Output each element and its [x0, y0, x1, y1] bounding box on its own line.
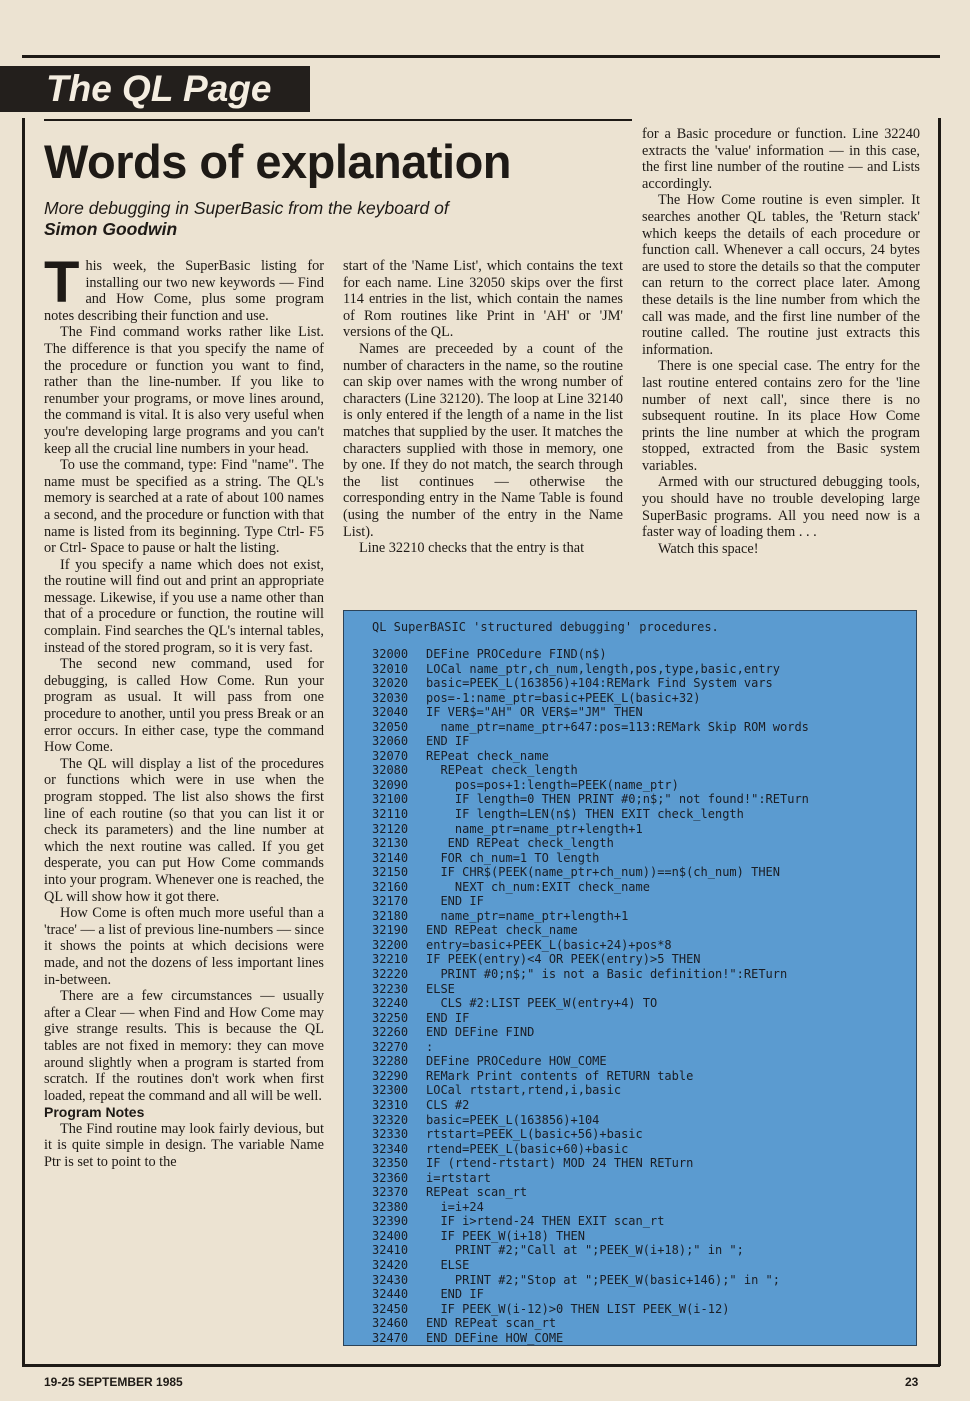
line-number: 32250 [372, 1010, 409, 1025]
code-text: IF PEEK(entry)<4 OR PEEK(entry)>5 THEN [426, 952, 701, 967]
drop-cap: T [44, 250, 80, 315]
paragraph: for a Basic procedure or function. Line 32240 extracts the 'value' information — in this case, the first line number of the routine — and Lists accordingly. [642, 126, 920, 192]
code-text: REPeat scan_rt [426, 1185, 528, 1200]
code-line [372, 1025, 809, 1040]
line-number: 32160 [372, 879, 409, 894]
code-line [372, 1273, 809, 1288]
code-text: IF CHR$(PEEK(name_ptr+ch_num))==n$(ch_num) THEN [426, 865, 781, 880]
code-text: END REPeat check_name [426, 923, 578, 938]
paragraph: This week, the SuperBasic listing for installing our two new keywords — Find and How Come, plus some program notes describing their function and use. [44, 250, 324, 324]
line-number: 32140 [372, 850, 409, 865]
section-banner [0, 66, 310, 112]
line-number: 32400 [372, 1228, 409, 1243]
code-line [372, 1040, 809, 1055]
code-text: ELSE [426, 1257, 470, 1272]
line-number: 32300 [372, 1083, 409, 1098]
code-text: IF length=0 THEN PRINT #0;n$;" not found!":RETurn [426, 792, 809, 807]
article-headline: Words of explanation [44, 135, 511, 188]
line-number: 32050 [372, 719, 409, 734]
line-number: 32440 [372, 1287, 409, 1302]
line-number: 32040 [372, 705, 409, 720]
code-line [372, 734, 809, 749]
line-number: 32170 [372, 894, 409, 909]
paragraph: The How Come routine is even simpler. It searches another QL tables, the 'Return stack' which keeps the details of each procedure or function call. Whenever a call occurs, 24 bytes are used to store the details so that the computer can return to the correct place later. Among these details is the line number from which the call was made, and the first line number of the routine called. The routine just extracts this information. [642, 192, 920, 358]
code-text: PRINT #0;n$;" is not a Basic definition!":RETurn [426, 967, 788, 982]
code-line [372, 851, 809, 866]
code-text: PRINT #2;"Call at ";PEEK_W(i+18);" in "; [426, 1243, 744, 1258]
code-text: FOR ch_num=1 TO length [426, 850, 600, 865]
code-line [372, 1243, 809, 1258]
line-number: 32290 [372, 1068, 409, 1083]
code-text: DEFine PROCedure HOW_COME [426, 1054, 607, 1069]
line-number: 32090 [372, 777, 409, 792]
line-number: 32270 [372, 1039, 409, 1054]
line-number: 32470 [372, 1330, 409, 1345]
code-line [372, 836, 809, 851]
code-line [372, 996, 809, 1011]
top-rule [22, 55, 940, 58]
section-banner-title: The QL Page [46, 68, 272, 109]
paragraph: start of the 'Name List', which contains the text for each name. Line 32050 skips over the first 114 entries in the list, which contain the names of Rom routines like Print in 'AH' or 'JM' versions of the QL. [343, 258, 623, 341]
code-text: entry=basic+PEEK_L(basic+24)+pos*8 [426, 937, 672, 952]
line-number: 32030 [372, 690, 409, 705]
code-line [372, 647, 809, 662]
issue-date: 19-25 SEPTEMBER 1985 [44, 1375, 183, 1389]
paragraph: How Come is often much more useful than a 'trace' — a list of previous line-numbers — since it shows the points at which decisions were made, and not the dozens of less important lines in-between. [44, 905, 324, 988]
line-number: 32180 [372, 908, 409, 923]
code-line [372, 1214, 809, 1229]
code-line [372, 1054, 809, 1069]
code-line [372, 1302, 809, 1317]
code-line [372, 1287, 809, 1302]
code-text: IF i>rtend-24 THEN EXIT scan_rt [426, 1214, 665, 1229]
code-line [372, 1098, 809, 1113]
code-line [372, 822, 809, 837]
code-text: REPeat check_length [426, 763, 578, 778]
code-text: PRINT #2;"Stop at ";PEEK_W(basic+146);" in "; [426, 1272, 781, 1287]
line-number: 32080 [372, 763, 409, 778]
line-number: 32240 [372, 996, 409, 1011]
code-text: LOCal name_ptr,ch_num,length,pos,type,basic,entry [426, 661, 781, 676]
code-line [372, 880, 809, 895]
line-number: 32310 [372, 1097, 409, 1112]
code-text: IF length=LEN(n$) THEN EXIT check_length [426, 807, 744, 822]
line-number: 32450 [372, 1301, 409, 1316]
body-column-3 [642, 126, 920, 557]
code-line [372, 1229, 809, 1244]
body-column-2 [343, 258, 623, 557]
line-number: 32060 [372, 734, 409, 749]
line-number: 32420 [372, 1257, 409, 1272]
line-number: 32120 [372, 821, 409, 836]
code-text: REMark Print contents of RETURN table [426, 1068, 694, 1083]
line-number: 32110 [372, 807, 409, 822]
standfirst [44, 198, 449, 240]
code-text: CLS #2 [426, 1097, 470, 1112]
line-number: 32360 [372, 1170, 409, 1185]
code-line [372, 1316, 809, 1331]
code-text: i=rtstart [426, 1170, 492, 1185]
line-number: 32390 [372, 1214, 409, 1229]
bottom-rule [22, 1364, 940, 1367]
code-line [372, 1113, 809, 1128]
code-text: NEXT ch_num:EXIT check_name [426, 879, 650, 894]
paragraph: Watch this space! [658, 540, 759, 557]
code-line [372, 720, 809, 735]
code-text: END REPeat check_length [426, 836, 614, 851]
line-number: 32020 [372, 676, 409, 691]
code-line [372, 1171, 809, 1186]
code-text: END DEFine FIND [426, 1025, 535, 1040]
code-text: basic=PEEK_L(163856)+104 [426, 1112, 600, 1127]
code-text: : [426, 1039, 434, 1054]
code-text: DEFine PROCedure FIND(n$) [426, 647, 607, 661]
code-text: END IF [426, 734, 470, 749]
code-line [372, 1156, 809, 1171]
code-line [372, 1142, 809, 1157]
code-text: CLS #2:LIST PEEK_W(entry+4) TO [426, 996, 658, 1011]
code-line [372, 982, 809, 997]
line-number: 32010 [372, 661, 409, 676]
line-number: 32210 [372, 952, 409, 967]
code-text: rtend=PEEK_L(basic+60)+basic [426, 1141, 629, 1156]
line-number: 32000 [372, 647, 409, 661]
code-text: pos=-1:name_ptr=basic+PEEK_L(basic+32) [426, 690, 701, 705]
line-number: 32410 [372, 1243, 409, 1258]
code-line [372, 1258, 809, 1273]
code-text: LOCal rtstart,rtend,i,basic [426, 1083, 622, 1098]
code-text: END REPeat scan_rt [426, 1316, 557, 1331]
code-text: i=i+24 [426, 1199, 484, 1214]
code-line [372, 938, 809, 953]
code-line [372, 749, 809, 764]
line-number: 32220 [372, 967, 409, 982]
code-line [372, 1083, 809, 1098]
line-number: 32200 [372, 937, 409, 952]
author-name: Simon Goodwin [44, 219, 178, 239]
code-text: ELSE [426, 981, 455, 996]
line-number: 32460 [372, 1316, 409, 1331]
code-text: IF PEEK_W(i+18) THEN [426, 1228, 585, 1243]
line-number: 32340 [372, 1141, 409, 1156]
header-rule [44, 119, 632, 121]
code-lines [372, 647, 809, 1345]
code-line [372, 807, 809, 822]
code-line [372, 778, 809, 793]
line-number: 32260 [372, 1025, 409, 1040]
code-text: pos=pos+1:length=PEEK(name_ptr) [426, 777, 679, 792]
code-line [372, 909, 809, 924]
code-line [372, 1200, 809, 1215]
code-text: END IF [426, 1287, 484, 1302]
paragraph: Armed with our structured debugging tools, you should have no trouble developing large SuperBasic programs. All you need now is a faster way of loading them . . . [642, 474, 920, 541]
paragraph: If you specify a name which does not exist, the routine will find out and print an appropriate message. Likewise, if you use a name other than that of a procedure or function, the routine will complain. Find searches the QL's internal tables, instead of the stored program, so it is very fast. [44, 556, 324, 656]
line-number: 32430 [372, 1272, 409, 1287]
code-line [372, 952, 809, 967]
code-text: name_ptr=name_ptr+length+1 [426, 908, 629, 923]
line-number: 32230 [372, 981, 409, 996]
paragraph: The Find command works rather like List. The difference is that you specify the name of the procedure or function you want to find, rather than the line-number. If you like to renumber your programs, or move lines around, the command is vital. It is also very useful when you're developing large programs and you can't keep all the crucial line numbers in your head. [44, 324, 324, 457]
code-line [372, 1331, 809, 1346]
line-number: 32370 [372, 1185, 409, 1200]
code-line [372, 1011, 809, 1026]
code-text: IF PEEK_W(i-12)>0 THEN LIST PEEK_W(i-12) [426, 1301, 730, 1316]
code-text: name_ptr=name_ptr+length+1 [426, 821, 643, 836]
line-number: 32320 [372, 1112, 409, 1127]
code-line [372, 1069, 809, 1084]
code-listing-box [343, 610, 917, 1346]
line-number: 32330 [372, 1127, 409, 1142]
paragraph: The Find routine may look fairly devious, but it is quite simple in design. The variable Name Ptr is set to point to the [44, 1120, 324, 1171]
code-line [372, 691, 809, 706]
line-number: 32100 [372, 792, 409, 807]
listing-title: QL SuperBASIC 'structured debugging' procedures. [372, 620, 719, 634]
code-text: name_ptr=name_ptr+647:pos=113:REMark Skip ROM words [426, 719, 809, 734]
code-line [372, 1185, 809, 1200]
code-text: rtstart=PEEK_L(basic+56)+basic [426, 1127, 643, 1142]
code-text: basic=PEEK_L(163856)+104:REMark Find System vars [426, 676, 773, 691]
page-number: 23 [905, 1375, 919, 1389]
line-number: 32070 [372, 748, 409, 763]
code-line [372, 967, 809, 982]
paragraph: Line 32210 checks that the entry is that [359, 540, 585, 557]
code-text: END DEFine HOW_COME [426, 1330, 564, 1345]
line-number: 32380 [372, 1199, 409, 1214]
subheading-program-notes: Program Notes [44, 1104, 145, 1121]
code-text: IF (rtend-rtstart) MOD 24 THEN RETurn [426, 1156, 694, 1171]
paragraph: There are a few circumstances — usually after a Clear — when Find and How Come may give strange results. This is because the QL tables are not fixed in memory: they can move around slightly when a program is started from scratch. If the routines don't work when first loaded, repeat the command and all will be well. [44, 988, 324, 1104]
line-number: 32130 [372, 836, 409, 851]
body-column-1 [44, 250, 324, 1171]
standfirst-text: More debugging in SuperBasic from the keyboard of [44, 198, 449, 218]
line-number: 32190 [372, 923, 409, 938]
code-line [372, 662, 809, 677]
paragraph: To use the command, type: Find "name". The name must be specified as a string. The QL's memory is searched at a rate of about 100 names a second, and the procedure or function with that name is listed from its beginning. Type Ctrl- F5 or Ctrl- Space to pause or halt the listing. [44, 457, 324, 557]
paragraph: Names are preceeded by a count of the number of characters in the name, so the routine can skip over names with the wrong number of characters (Line 32120). The loop at Line 32140 is only entered if the length of a name in the list matches that supplied by the user. It matches the characters supplied with those in memory, one by one. If they do not match, the search through the list continues — otherwise the corresponding entry in the Name Table is found (using the number of the entry in the Name List). [343, 340, 623, 540]
code-line [372, 894, 809, 909]
code-line [372, 865, 809, 880]
code-line [372, 792, 809, 807]
paragraph: The second new command, used for debugging, is called How Come. Run your program as usual. It will pass from one procedure to another, until you press Break or an error occurs. In either case, type the command How Come. [44, 656, 324, 756]
code-line [372, 705, 809, 720]
line-number: 32350 [372, 1156, 409, 1171]
paragraph: There is one special case. The entry for the last routine entered contains zero for the 'line number of next call', since there is no subsequent routine. In its place How Come prints the line number at which the program stopped, extracted from the Basic system variables. [642, 358, 920, 474]
code-text: END IF [426, 894, 484, 909]
code-line [372, 1127, 809, 1142]
left-border [22, 118, 25, 1366]
line-number: 32280 [372, 1054, 409, 1069]
code-line [372, 676, 809, 691]
code-line [372, 923, 809, 938]
code-text: REPeat check_name [426, 748, 549, 763]
paragraph: The QL will display a list of the procedures or functions which were in use when the program stopped. The list also shows the first line of each routine (so that you can list it or check its parameters) and the line number at which the next routine was called. If you get desperate, you can put How Come commands into your program. Whenever one is reached, the QL will show how it got there. [44, 755, 324, 905]
code-text: END IF [426, 1010, 470, 1025]
code-line [372, 763, 809, 778]
code-text: IF VER$="AH" OR VER$="JM" THEN [426, 705, 643, 720]
line-number: 32150 [372, 865, 409, 880]
right-border [938, 118, 941, 1366]
